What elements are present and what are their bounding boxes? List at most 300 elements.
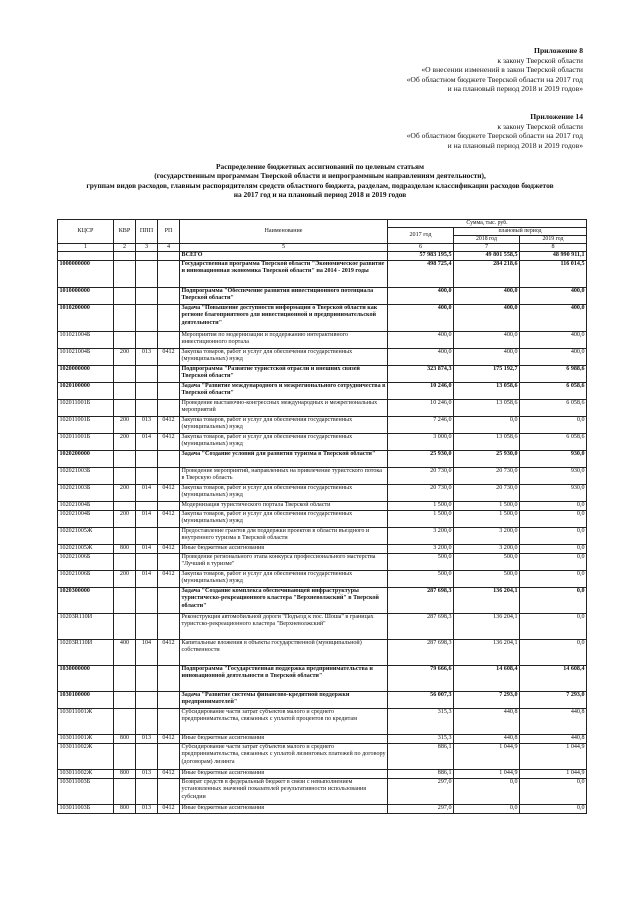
row-rp [158,554,180,571]
appendix-14-line: «Об областном бюджете Тверской области на 2017 год [406,131,583,141]
row-name: Иные бюджетные ассигнования [180,545,388,554]
table-header [58,220,587,252]
row-value-2018: 49 801 558,5 [454,252,520,261]
row-name: Субсидирование части затрат субъектов малого и среднего предпринимательства, связанных с уплатой процентов по кредитам [180,709,388,735]
row-name: Задача "Развитие международного и межрегионального сотрудничества в Тверской области" [180,383,388,400]
row-kcsr: 102011001Б [58,417,114,434]
row-ppp [136,383,158,400]
row-kcsr: 1020000000 [58,366,114,383]
row-name: Закупка товаров, работ и услуг для обеспечения государственных (муниципальных) нужд [180,485,388,502]
table-row [58,666,587,692]
row-value-2017: 20 730,0 [388,485,454,502]
row-kcsr: 103011002Ж [58,770,114,779]
header-planned: плановый период [454,228,587,236]
table-row [58,545,587,554]
row-ppp: 013 [136,417,158,434]
row-kcsr: 102011001Б [58,400,114,417]
table-row [58,383,587,400]
row-value-2018: 400,0 [454,305,520,332]
row-kvr [114,502,136,511]
row-value-2017: 79 666,6 [388,666,454,692]
row-value-2018: 440,8 [454,735,520,744]
header-2019: 2019 год [520,236,587,244]
row-name: Проведение регионального этапа конкурса профессионального мастерства "Лучший в туризме" [180,554,388,571]
appendix-8-title: Приложение 8 [534,46,583,55]
row-ppp [136,614,158,640]
heading-line: на 2017 год и на плановый период 2018 и 2019 годов [233,190,407,200]
table-row [58,288,587,305]
row-value-2017: 3 200,0 [388,528,454,545]
row-rp [158,709,180,735]
row-value-2018: 20 730,0 [454,468,520,485]
row-kcsr: 101021004Б [58,332,114,349]
row-value-2017: 20 730,0 [388,468,454,485]
row-value-2017: 10 246,0 [388,383,454,400]
row-value-2018: 0,0 [454,417,520,434]
row-value-2019: 7 293,0 [520,692,587,709]
row-value-2019: 116 014,5 [520,261,587,288]
row-value-2019: 0,0 [520,528,587,545]
column-index: 2 [114,244,136,252]
row-name: Задача "Создание комплекса обеспечивающей инфраструктуры туристическо-рекреационного кластера "Верхневолжский" в Тверской области" [180,588,388,614]
row-kcsr: 1000000000 [58,261,114,288]
row-kcsr: 102011001Б [58,434,114,451]
row-kcsr: 1010200000 [58,305,114,332]
heading-line: группам видов расходов, главным распорядителям средств областного бюджета, разделам, подразделам классификации расходов бюджетов [86,180,554,190]
table-row [58,692,587,709]
row-value-2018: 25 930,0 [454,451,520,468]
row-ppp [136,366,158,383]
row-rp [158,366,180,383]
row-name: Проведение мероприятий, направленных на привлечение туристского потока в Тверскую область [180,468,388,485]
header-rp: РП [158,220,180,244]
row-value-2017: 287 698,3 [388,588,454,614]
row-kcsr: 1020100000 [58,383,114,400]
row-ppp [136,588,158,614]
column-index: 5 [180,244,388,252]
row-value-2018: 13 058,6 [454,434,520,451]
table-row [58,468,587,485]
row-name: Закупка товаров, работ и услуг для обеспечения государственных (муниципальных) нужд [180,511,388,528]
table-row [58,417,587,434]
row-value-2019: 0,0 [520,545,587,554]
appendix-14-line: к закону Тверской области [497,121,583,131]
row-ppp [136,400,158,417]
row-value-2018: 500,0 [454,554,520,571]
row-value-2019: 1 044,9 [520,770,587,779]
row-value-2018: 3 200,0 [454,545,520,554]
row-kvr [114,614,136,640]
row-kvr: 800 [114,770,136,779]
row-value-2018: 500,0 [454,571,520,588]
row-name: Иные бюджетные ассигнования [180,770,388,779]
row-value-2017: 3 200,0 [388,545,454,554]
row-value-2017: 498 725,4 [388,261,454,288]
row-kvr [114,554,136,571]
row-value-2018: 400,0 [454,349,520,366]
row-value-2019: 440,8 [520,709,587,735]
row-value-2018: 284 218,6 [454,261,520,288]
row-value-2017: 323 874,3 [388,366,454,383]
column-index: 3 [136,244,158,252]
row-name: Предоставление грантов для поддержки проектов в области въездного и внутреннего туризма в Тверской области [180,528,388,545]
row-ppp: 014 [136,434,158,451]
row-rp [158,468,180,485]
appendix-8-line: к закону Тверской области [497,55,583,65]
row-kcsr: 103011003Б [58,779,114,805]
row-value-2017: 315,3 [388,735,454,744]
column-index: 4 [158,244,180,252]
row-rp [158,614,180,640]
row-value-2019: 930,0 [520,451,587,468]
row-kvr: 200 [114,417,136,434]
row-value-2018: 440,8 [454,709,520,735]
row-kvr: 200 [114,511,136,528]
row-kcsr: 1020300000 [58,588,114,614]
row-kcsr: 103011002Ж [58,744,114,770]
row-kvr [114,366,136,383]
row-value-2017: 10 246,0 [388,400,454,417]
table-row [58,305,587,332]
row-value-2019: 48 990 911,1 [520,252,587,261]
row-rp: 0412 [158,770,180,779]
row-ppp [136,288,158,305]
row-value-2019: 400,0 [520,332,587,349]
row-ppp: 013 [136,735,158,744]
row-value-2018: 0,0 [454,805,520,814]
row-kvr [114,288,136,305]
appendix-8-line: «О внесении изменений в закон Тверской области [421,65,583,75]
row-value-2018: 400,0 [454,332,520,349]
appendix-8-line: и на плановый период 2018 и 2019 годов» [447,84,583,94]
row-value-2019: 0,0 [520,554,587,571]
row-rp [158,383,180,400]
row-name: Государственная программа Тверской области "Экономическое развитие и инновационная экономика Тверской области" на 2014 - 2019 годы [180,261,388,288]
row-kcsr: 103011001Ж [58,735,114,744]
row-rp: 0412 [158,485,180,502]
row-value-2019: 6 058,6 [520,434,587,451]
row-kcsr: 103011001Ж [58,709,114,735]
row-value-2017: 400,0 [388,288,454,305]
row-name: Субсидирование части затрат субъектов малого и среднего предпринимательства, связанных с уплатой лизинговых платежей по договору (договорам) лизинга [180,744,388,770]
row-value-2018: 136 204,1 [454,640,520,666]
row-name: Иные бюджетные ассигнования [180,735,388,744]
row-kcsr: 102021006Б [58,554,114,571]
row-name: Модернизация туристического портала Тверской области [180,502,388,511]
row-value-2018: 3 200,0 [454,528,520,545]
table-row [58,614,587,640]
row-kcsr: 1030000000 [58,666,114,692]
row-kcsr: 102021005Ж [58,528,114,545]
row-kvr [114,528,136,545]
row-name: Возврат средств в федеральный бюджет в связи с невыполнением установленных значений показателей результативности использования субсидии [180,779,388,805]
row-kvr [114,383,136,400]
table-row [58,528,587,545]
row-ppp [136,305,158,332]
table-row [58,571,587,588]
row-value-2017: 400,0 [388,305,454,332]
table-row [58,770,587,779]
row-rp [158,332,180,349]
row-value-2019: 0,0 [520,502,587,511]
heading-line: (государственным программам Тверской области и непрограммным направлениям деятельности), [154,171,486,181]
row-value-2018: 1 044,9 [454,744,520,770]
row-ppp [136,666,158,692]
column-index: 6 [388,244,454,252]
row-kvr [114,400,136,417]
row-value-2019: 6 058,6 [520,400,587,417]
row-ppp: 013 [136,770,158,779]
row-value-2018: 0,0 [454,779,520,805]
row-value-2019: 400,0 [520,288,587,305]
row-name: Подпрограмма "Государственная поддержка предпринимательства и инновационной деятельности в Тверской области" [180,666,388,692]
row-kcsr: 1030100000 [58,692,114,709]
row-kvr: 800 [114,805,136,814]
row-value-2017: 886,1 [388,770,454,779]
table-row [58,640,587,666]
row-kvr [114,692,136,709]
row-name: Закупка товаров, работ и услуг для обеспечения государственных (муниципальных) нужд [180,434,388,451]
row-rp [158,692,180,709]
row-value-2017: 400,0 [388,332,454,349]
row-value-2019: 14 608,4 [520,666,587,692]
column-index: 8 [520,244,587,252]
row-value-2018: 1 044,9 [454,770,520,779]
row-rp: 0412 [158,511,180,528]
row-ppp [136,502,158,511]
total-row [58,252,587,261]
row-value-2019: 400,0 [520,349,587,366]
row-name: Закупка товаров, работ и услуг для обеспечения государственных (муниципальных) нужд [180,417,388,434]
row-kvr [114,666,136,692]
row-kvr [114,261,136,288]
row-value-2017: 3 000,0 [388,434,454,451]
row-value-2018: 136 204,1 [454,588,520,614]
row-value-2017: 400,0 [388,349,454,366]
row-kcsr: 10203R110И [58,614,114,640]
row-value-2019: 930,0 [520,485,587,502]
budget-table [57,219,587,814]
row-ppp: 014 [136,485,158,502]
table-row [58,588,587,614]
row-kvr [114,468,136,485]
appendix-14-title: Приложение 14 [530,112,583,121]
row-kcsr: 101021004Б [58,349,114,366]
row-ppp [136,468,158,485]
row-rp [158,451,180,468]
column-index: 7 [454,244,520,252]
row-value-2019: 400,0 [520,305,587,332]
row-kcsr: 103011003Б [58,805,114,814]
row-value-2017: 287 698,3 [388,640,454,666]
row-kcsr: 102021006Б [58,571,114,588]
row-rp: 0412 [158,735,180,744]
table-row [58,366,587,383]
row-name: Закупка товаров, работ и услуг для обеспечения государственных (муниципальных) нужд [180,571,388,588]
row-value-2019: 930,0 [520,468,587,485]
row-kcsr: 102021003Б [58,468,114,485]
header-kvr: КВР [114,220,136,244]
table-row [58,400,587,417]
row-name: Мероприятия по модернизации и поддержанию интерактивного инвестиционного портала [180,332,388,349]
row-rp: 0412 [158,434,180,451]
row-value-2018: 7 293,0 [454,692,520,709]
row-ppp [136,451,158,468]
row-name: Капитальные вложения в объекты государственной (муниципальной) собственности [180,640,388,666]
row-value-2017: 297,0 [388,805,454,814]
header-name: Наименование [180,220,388,244]
row-value-2018: 1 500,0 [454,511,520,528]
row-kcsr [58,252,114,261]
row-kvr: 200 [114,434,136,451]
row-rp [158,588,180,614]
row-kvr [114,744,136,770]
row-kvr [114,588,136,614]
row-ppp [136,779,158,805]
row-value-2018: 13 058,6 [454,400,520,417]
header-ppp: ППП [136,220,158,244]
row-kvr [114,451,136,468]
row-kcsr: 102021003Б [58,485,114,502]
row-rp [158,779,180,805]
row-kvr: 200 [114,571,136,588]
row-value-2019: 1 044,9 [520,744,587,770]
row-ppp [136,332,158,349]
header-sum: Сумма, тыс. руб. [388,220,587,228]
document-heading [40,162,600,200]
row-kvr [114,305,136,332]
row-ppp [136,692,158,709]
table-row [58,434,587,451]
row-value-2017: 500,0 [388,554,454,571]
row-ppp: 014 [136,545,158,554]
row-name: Задача "Повышение доступности информации о Тверской области как регионе благоприятного для инвестиционной и предпринимательской деятельности" [180,305,388,332]
table-row [58,451,587,468]
row-value-2019: 0,0 [520,571,587,588]
table-row [58,805,587,814]
row-ppp [136,528,158,545]
row-ppp [136,709,158,735]
row-rp: 0412 [158,571,180,588]
row-rp: 0412 [158,640,180,666]
row-name: ВСЕГО [180,252,388,261]
row-value-2019: 0,0 [520,417,587,434]
row-value-2017: 287 698,3 [388,614,454,640]
row-rp: 0412 [158,805,180,814]
row-value-2017: 500,0 [388,571,454,588]
table-row [58,485,587,502]
table-row [58,502,587,511]
row-kcsr: 1020200000 [58,451,114,468]
row-rp [158,261,180,288]
row-value-2019: 6 988,6 [520,366,587,383]
row-ppp: 013 [136,349,158,366]
row-ppp [136,261,158,288]
row-rp [158,288,180,305]
row-name: Подпрограмма "Обеспечение развития инвестиционного потенциала Тверской области" [180,288,388,305]
row-value-2017: 1 500,0 [388,502,454,511]
table-row [58,735,587,744]
row-value-2019: 0,0 [520,588,587,614]
table-body [58,252,587,814]
row-kvr [114,709,136,735]
column-index-row [58,244,587,252]
row-ppp: 014 [136,511,158,528]
row-rp [158,502,180,511]
row-kvr: 400 [114,640,136,666]
table-row [58,511,587,528]
table-row [58,261,587,288]
table-row [58,554,587,571]
appendix-14-line: и на плановый период 2018 и 2019 годов» [447,140,583,150]
row-value-2017: 297,0 [388,779,454,805]
row-ppp [136,554,158,571]
row-name: Подпрограмма "Развитие туристской отрасли и внешних связей Тверской области" [180,366,388,383]
column-index: 1 [58,244,114,252]
row-value-2017: 7 246,0 [388,417,454,434]
table-row [58,709,587,735]
row-name: Проведение выставочно-конгрессных международных и межрегиональных мероприятий [180,400,388,417]
row-value-2017: 315,3 [388,709,454,735]
row-ppp [136,744,158,770]
row-value-2019: 0,0 [520,805,587,814]
row-kvr [114,332,136,349]
row-ppp: 013 [136,805,158,814]
row-rp [158,666,180,692]
row-kvr [114,252,136,261]
row-name: Задача "Развитие системы финансово-кредитной поддержки предпринимателей" [180,692,388,709]
row-value-2018: 14 608,4 [454,666,520,692]
row-rp: 0412 [158,545,180,554]
row-name: Реконструкция автомобильной дороги "Подъезд к пос. Шоша" в границах туристско-рекреационного кластера "Верхневолжский" [180,614,388,640]
row-value-2017: 25 930,0 [388,451,454,468]
row-kvr: 800 [114,735,136,744]
row-value-2019: 440,8 [520,735,587,744]
row-kvr: 200 [114,485,136,502]
row-value-2018: 136 204,1 [454,614,520,640]
row-name: Иные бюджетные ассигнования [180,805,388,814]
row-value-2019: 6 058,6 [520,383,587,400]
row-kcsr: 102021004Б [58,502,114,511]
header-kcsr: КЦСР [58,220,114,244]
row-ppp: 104 [136,640,158,666]
row-value-2019: 0,0 [520,614,587,640]
appendix-14-block [330,112,583,150]
row-rp: 0412 [158,417,180,434]
row-name: Закупка товаров, работ и услуг для обеспечения государственных (муниципальных) нужд [180,349,388,366]
row-value-2017: 57 983 195,5 [388,252,454,261]
table-row [58,779,587,805]
row-kvr [114,779,136,805]
row-rp [158,400,180,417]
row-name: Задача "Создание условий для развития туризма в Тверской области" [180,451,388,468]
row-value-2017: 56 007,3 [388,692,454,709]
row-value-2019: 0,0 [520,779,587,805]
row-rp [158,744,180,770]
heading-line: Распределение бюджетных ассигнований по целевым статьям [216,162,424,171]
row-kcsr: 102021005Ж [58,545,114,554]
table-row [58,349,587,366]
table-row [58,744,587,770]
row-kvr: 800 [114,545,136,554]
row-value-2019: 0,0 [520,511,587,528]
row-ppp [136,252,158,261]
row-rp: 0412 [158,349,180,366]
row-rp [158,305,180,332]
header-2017: 2017 год [388,228,454,244]
row-value-2018: 13 058,6 [454,383,520,400]
row-value-2017: 886,1 [388,744,454,770]
